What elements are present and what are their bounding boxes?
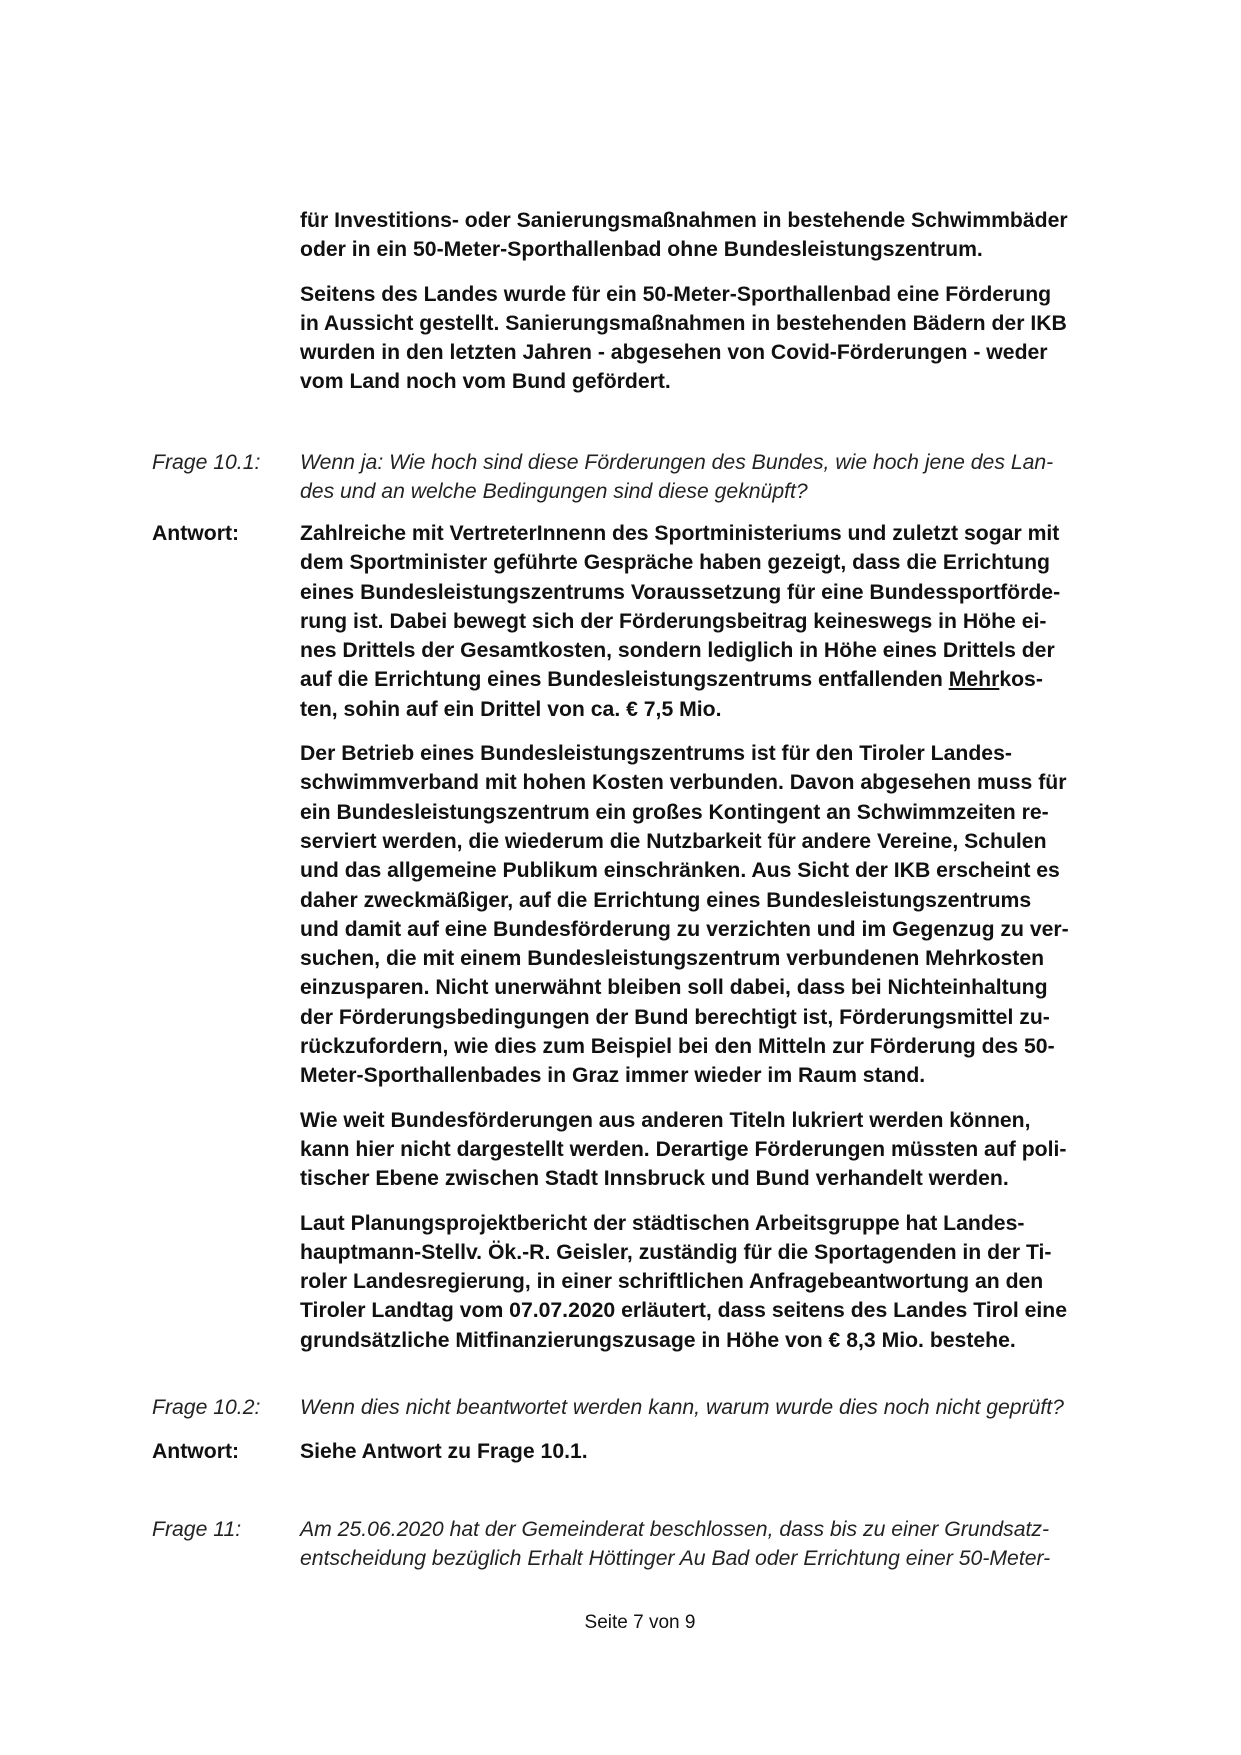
question-text-11 [300, 1515, 1126, 1574]
text-line: hauptmann-Stellv. Ök.-R. Geisler, zuständig für die Sportagenden in der Ti- [300, 1240, 1052, 1264]
text-line: in Aussicht gestellt. Sanierungsmaßnahmen in bestehenden Bädern der IKB [300, 311, 1067, 335]
answer-text-10-1 [300, 519, 1126, 1355]
text-line: Laut Planungsprojektbericht der städtischen Arbeitsgruppe hat Landes- [300, 1211, 1025, 1235]
question-label-11: Frage 11: [152, 1518, 242, 1541]
answer-label-10-1: Antwort: [152, 522, 240, 545]
text-line: kann hier nicht dargestellt werden. Derartige Förderungen müssten auf poli- [300, 1137, 1067, 1161]
text-line: und das allgemeine Publikum einschränken. Aus Sicht der IKB erscheint es [300, 859, 1060, 883]
text-line: tischer Ebene zwischen Stadt Innsbruck und Bund verhandelt werden. [300, 1167, 1009, 1191]
text-line: grundsätzliche Mitfinanzierungszusage in Höhe von € 8,3 Mio. bestehe. [300, 1328, 1016, 1352]
text-line: ein Bundesleistungszentrum ein großes Kontingent an Schwimmzeiten re- [300, 800, 1049, 824]
text-line: Wie weit Bundesförderungen aus anderen Titeln lukriert werden können, [300, 1108, 1031, 1132]
text-line: ten, sohin auf ein Drittel von ca. € 7,5 Mio. [300, 697, 722, 721]
text-line: rückzufordern, wie dies zum Beispiel bei den Mitteln zur Förderung des 50- [300, 1035, 1055, 1059]
answer-paragraph-2 [300, 739, 1126, 1091]
text-line: Wenn ja: Wie hoch sind diese Förderungen des Bundes, wie hoch jene des Lan- [300, 451, 1054, 474]
intro-paragraph-1 [300, 206, 1126, 265]
text-line: rung ist. Dabei bewegt sich der Förderungsbeitrag keineswegs in Höhe ei- [300, 609, 1047, 633]
text-line: des und an welche Bedingungen sind diese geknüpft? [300, 480, 808, 504]
page-number-footer: Seite 7 von 9 [584, 1612, 696, 1633]
answer-text-10-2: Siehe Antwort zu Frage 10.1. [300, 1440, 588, 1463]
answer-label-10-2: Antwort: [152, 1440, 240, 1463]
text-line: wurden in den letzten Jahren - abgesehen von Covid-Förderungen - weder [300, 341, 1048, 365]
question-label-10-1: Frage 10.1: [152, 451, 261, 474]
underlined-word: Mehr [948, 668, 1000, 692]
text-line: Meter-Sporthallenbades in Graz immer wieder im Raum stand. [300, 1064, 926, 1088]
answer-paragraph-1 [300, 519, 1126, 724]
text-line: serviert werden, die wiederum die Nutzbarkeit für andere Vereine, Schulen [300, 829, 1047, 853]
text-line: Am 25.06.2020 hat der Gemeinderat beschlossen, dass bis zu einer Grundsatz- [300, 1518, 1050, 1541]
text-line: für Investitions- oder Sanierungsmaßnahmen in bestehende Schwimmbäder [300, 209, 1068, 232]
intro-paragraph-2 [300, 280, 1126, 397]
text-line: schwimmverband mit hohen Kosten verbunden. Davon abgesehen muss für [300, 771, 1067, 795]
text-line: auf die Errichtung eines Bundesleistungszentrums entfallenden [300, 668, 949, 692]
text-line: eines Bundesleistungszentrums Voraussetzung für eine Bundessportförde- [300, 580, 1061, 604]
text-line: entscheidung bezüglich Erhalt Höttinger Au Bad oder Errichtung einer 50-Meter- [300, 1547, 1051, 1571]
text-line: oder in ein 50-Meter-Sporthallenbad ohne Bundesleistungszentrum. [300, 238, 983, 262]
text-line: dem Sportminister geführte Gespräche haben gezeigt, dass die Errichtung [300, 551, 1050, 575]
text-line: suchen, die mit einem Bundesleistungszentrum verbundenen Mehrkosten [300, 947, 1045, 971]
text-line: Der Betrieb eines Bundesleistungszentrums ist für den Tiroler Landes- [300, 742, 1012, 766]
text-line: und damit auf eine Bundesförderung zu verzichten und im Gegenzug zu ver- [300, 917, 1069, 941]
text-line: kos- [999, 668, 1043, 692]
question-text-10-2: Wenn dies nicht beantwortet werden kann, warum wurde dies noch nicht geprüft? [300, 1396, 1064, 1419]
text-line: Seitens des Landes wurde für ein 50-Meter-Sporthallenbad eine Förderung [300, 282, 1052, 306]
text-line: daher zweckmäßiger, auf die Errichtung eines Bundesleistungszentrums [300, 888, 1032, 912]
text-line: nes Drittels der Gesamtkosten, sondern lediglich in Höhe eines Drittels der [300, 639, 1055, 663]
text-line: Tiroler Landtag vom 07.07.2020 erläutert, dass seitens des Landes Tirol eine [300, 1299, 1067, 1323]
text-line: Zahlreiche mit VertreterInnenn des Sportministeriums und zuletzt sogar mit [300, 522, 1060, 545]
text-line: der Förderungsbedingungen der Bund berechtigt ist, Förderungsmittel zu- [300, 1005, 1050, 1029]
text-line: roler Landesregierung, in einer schriftlichen Anfragebeantwortung an den [300, 1270, 1044, 1294]
question-label-10-2: Frage 10.2: [152, 1396, 261, 1419]
intro-section [300, 206, 1126, 397]
text-line: vom Land noch vom Bund gefördert. [300, 370, 671, 394]
answer-paragraph-4 [300, 1209, 1126, 1355]
question-text-10-1 [300, 448, 1126, 507]
text-line: einzusparen. Nicht unerwähnt bleiben soll dabei, dass bei Nichteinhaltung [300, 976, 1048, 1000]
answer-paragraph-3 [300, 1106, 1126, 1194]
